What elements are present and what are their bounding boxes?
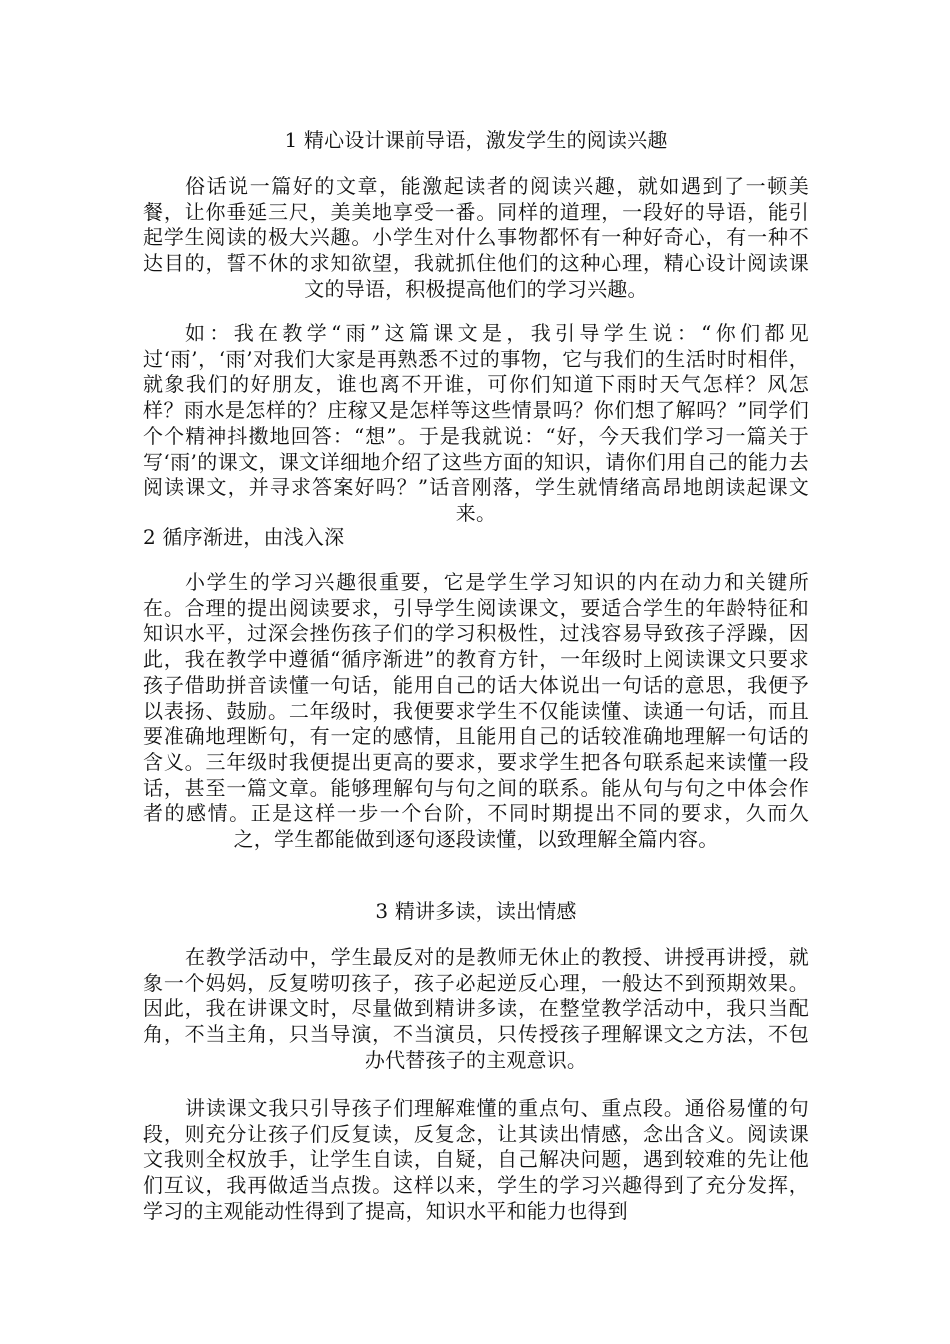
paragraph-2: 如：我在教学“雨”这篇课文是，我引导学生说：“你们都见过‘雨’，‘雨’对我们大家是再熟悉不过的事物，它与我们的生活时时相伴，就象我们的好朋友，谁也离不开谁，可你们知道下雨时天气怎样？风怎样？雨水是怎样的？庄稼又是怎样等这些情景吗？你们想了解吗？”同学们个个精神抖擞地回答：“想”。于是我就说：“好，今天我们学习一篇关于写‘雨’的课文，课文详细地介绍了这些方面的知识，请你们用自己的能力去阅读课文，并寻求答案好吗？”话音刚落，学生就情绪高昂地朗读起课文来。 xyxy=(143,321,809,525)
paragraph-1: 俗话说一篇好的文章，能激起读者的阅读兴趣，就如遇到了一顿美餐，让你垂延三尺，美美地享受一番。同样的道理，一段好的导语，能引起学生阅读的极大兴趣。小学生对什么事物都怀有一种好奇心，有一种不达目的，誓不休的求知欲望，我就抓住他们的这种心理，精心设计阅读课文的导语，积极提高他们的学习兴趣。 xyxy=(143,174,809,301)
section-heading-2: 2 循序渐进，由浅入深 xyxy=(143,525,345,549)
paragraph-3: 小学生的学习兴趣很重要，它是学生学习知识的内在动力和关键所在。合理的提出阅读要求，引导学生阅读课文，要适合学生的年龄特征和知识水平，过深会挫伤孩子们的学习积极性，过浅容易导致孩子浮躁，因此，我在教学中遵循“循序渐进”的教育方针，一年级时上阅读课文只要求孩子借助拼音读懂一句话，能用自己的话大体说出一句话的意思，我便予以表扬、鼓励。二年级时，我便要求学生不仅能读懂、读通一句话，而且要准确地理断句，有一定的感情，且能用自己的话较准确地理解一句话的含义。三年级时我便提出更高的要求，要求学生把各句联系起来读懂一段话，甚至一篇文章。能够理解句与句之间的联系。能从句与句之中体会作者的感情。正是这样一步一个台阶，不同时期提出不同的要求，久而久之，学生都能做到逐句逐段读懂，以致理解全篇内容。 xyxy=(143,570,809,852)
section-heading-3: 3 精讲多读，读出情感 xyxy=(375,899,577,923)
paragraph-4: 在教学活动中，学生最反对的是教师无休止的教授、讲授再讲授，就象一个妈妈，反复唠叨孩子，孩子必起逆反心理，一般达不到预期效果。因此，我在讲课文时，尽量做到精讲多读，在整堂教学活动中，我只当配角，不当主角，只当导演，不当演员，只传授孩子理解课文之方法，不包办代替孩子的主观意识。 xyxy=(143,945,809,1072)
section-heading-1: 1 精心设计课前导语，激发学生的阅读兴趣 xyxy=(284,128,668,152)
paragraph-5: 讲读课文我只引导孩子们理解难懂的重点句、重点段。通俗易懂的句段，则充分让孩子们反复读，反复念，让其读出情感，念出含义。阅读课文我则全权放手，让学生自读，自疑，自己解决问题，遇到较难的先让他们互议，我再做适当点拨。这样以来，学生的学习兴趣得到了充分发挥，学习的主观能动性得到了提高，知识水平和能力也得到 xyxy=(143,1096,809,1223)
